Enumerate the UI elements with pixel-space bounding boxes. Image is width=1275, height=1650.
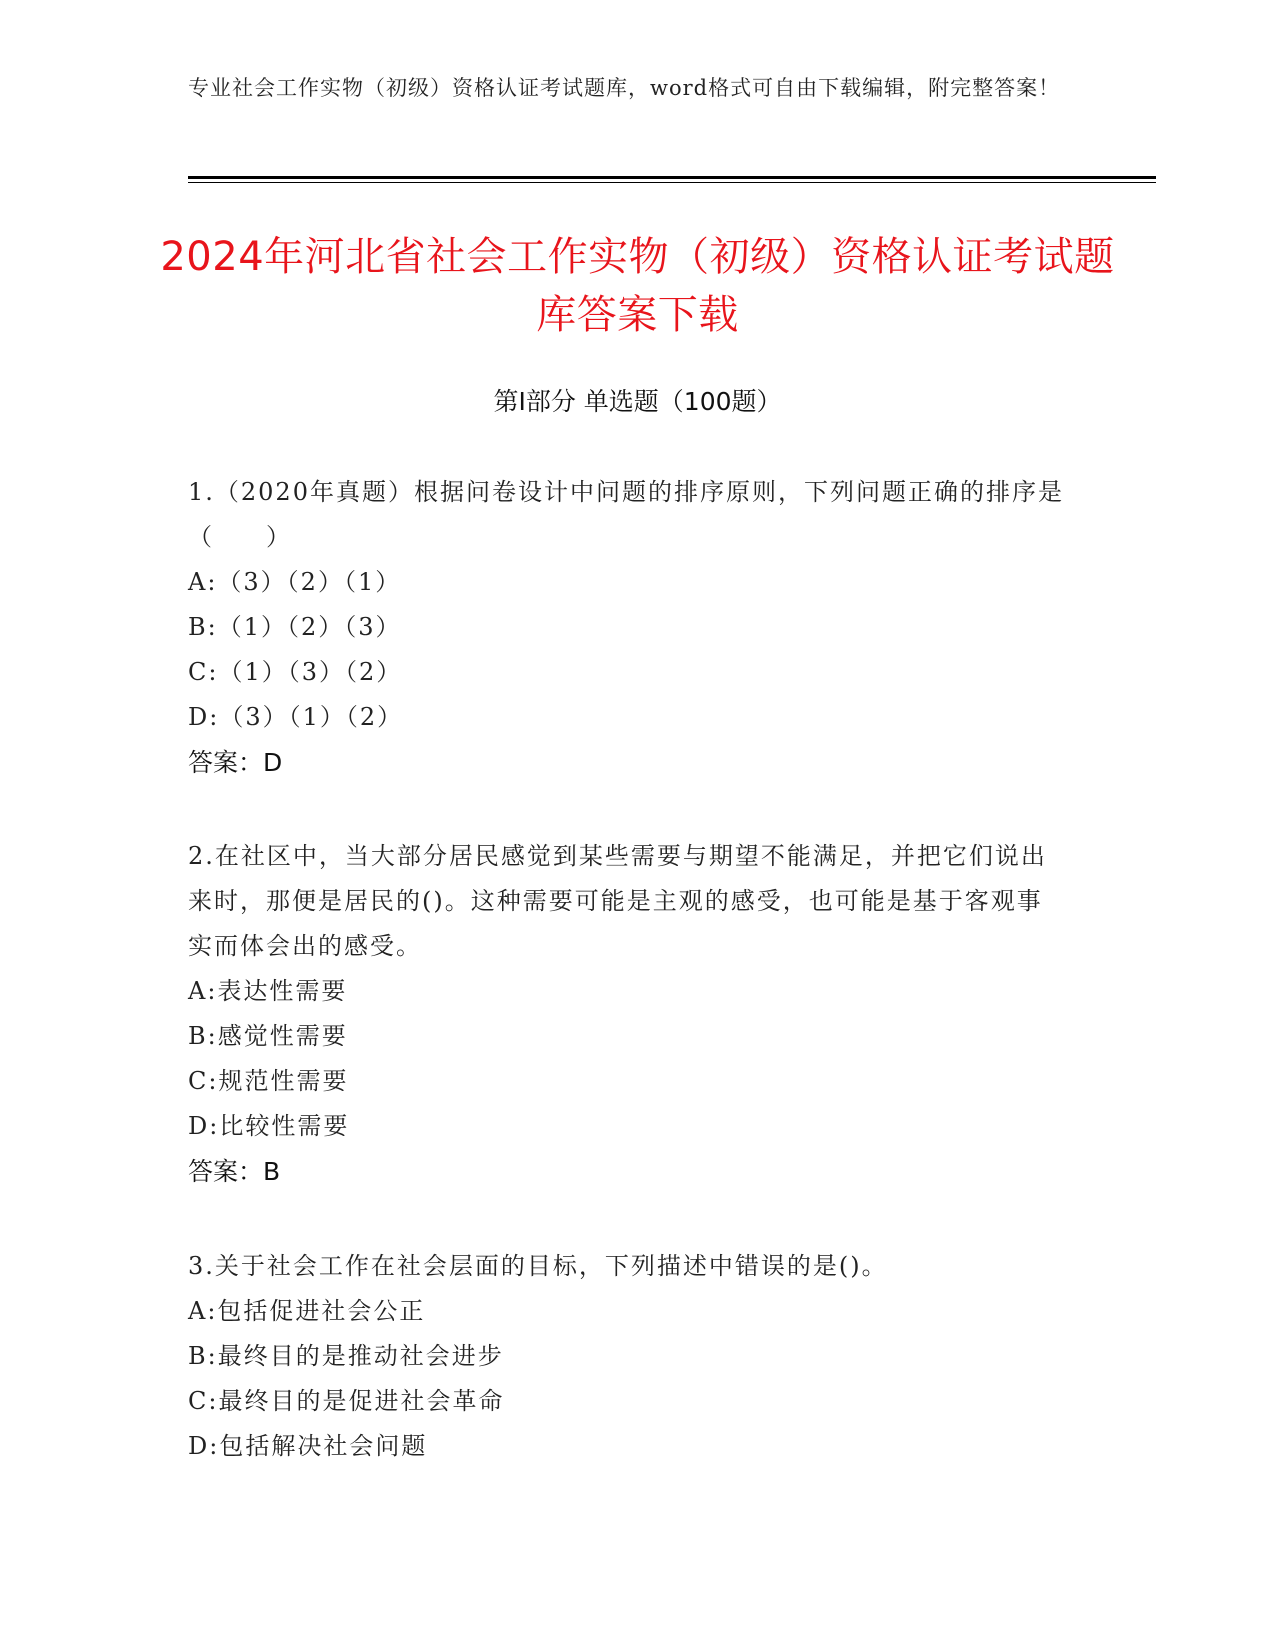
option-a: A:（3）（2）（1） [188,568,402,596]
option-b: B:（1）（2）（3） [188,613,402,641]
option-a: A:表达性需要 [188,977,348,1005]
option-c: C:规范性需要 [188,1067,349,1095]
option-c: C:最终目的是促进社会革命 [188,1387,505,1415]
option-c: C:（1）（3）（2） [188,658,403,686]
document-title: 2024年河北省社会工作实物（初级）资格认证考试题库答案下载 [160,234,1115,338]
answer-text: 答案：B [188,1157,281,1186]
question-stem: 2.在社区中，当大部分居民感觉到某些需要与期望不能满足，并把它们说出来时，那便是居民的()。这种需要可能是主观的感受，也可能是基于客观事实而体会出的感受。 [188,842,1047,960]
option-b: B:最终目的是推动社会进步 [188,1342,504,1370]
header-divider-thick [188,176,1156,179]
question-stem: 1.（2020年真题）根据问卷设计中问题的排序原则，下列问题正确的排序是（ ） [188,478,1064,551]
answer-text: 答案：D [188,748,283,777]
header-note: 专业社会工作实物（初级）资格认证考试题库，word格式可自由下载编辑，附完整答案！ [188,76,1061,100]
section-title: 第I部分 单选题（100题） [493,387,782,416]
option-a: A:包括促进社会公正 [188,1297,426,1325]
header-divider-thin [188,182,1156,183]
option-d: D:包括解决社会问题 [188,1432,428,1460]
question-stem: 3.关于社会工作在社会层面的目标，下列描述中错误的是()。 [188,1252,888,1280]
option-d: D:比较性需要 [188,1112,350,1140]
question-3 [188,1244,1068,1469]
option-d: D:（3）（1）（2） [188,703,404,731]
question-1 [188,470,1068,786]
option-b: B:感觉性需要 [188,1022,348,1050]
question-2 [188,834,1068,1195]
